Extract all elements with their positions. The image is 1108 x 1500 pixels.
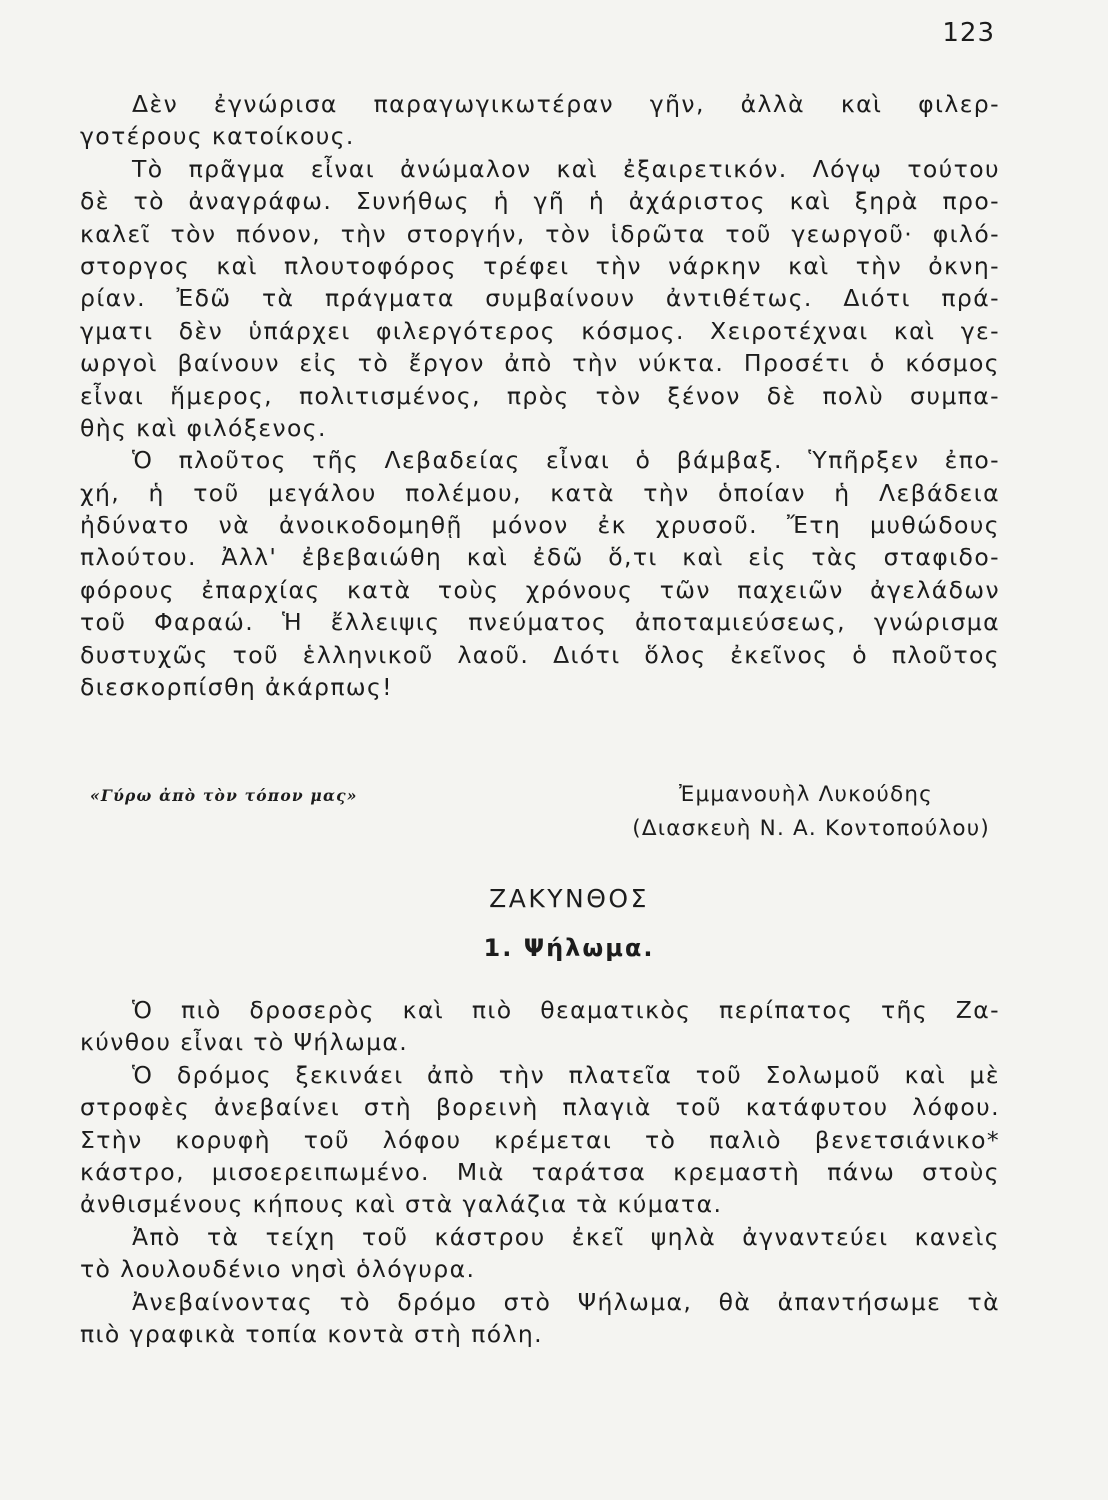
text-block-top	[80, 88, 1000, 703]
text-line: Ἀπὸ τὰ τείχη τοῦ κάστρου ἐκεῖ ψηλὰ ἀγναντεύει κανεὶς	[132, 1222, 1000, 1251]
text-line: διεσκορπίσθη ἀκάρπως!	[80, 673, 393, 702]
text-line: ωργοὶ βαίνουν εἰς τὸ ἔργον ἀπὸ τὴν νύκτα. Προσέτι ὁ κόσμος	[80, 349, 1000, 378]
paragraph	[80, 153, 1000, 445]
paragraph	[80, 994, 1000, 1059]
text-line: γοτέρους κατοίκους.	[80, 122, 355, 151]
text-line: κύνθου εἶναι τὸ Ψήλωμα.	[80, 1028, 409, 1057]
paragraph	[80, 1221, 1000, 1286]
paragraph	[80, 88, 1000, 153]
attribution	[90, 782, 990, 852]
text-line: στοργος καὶ πλουτοφόρος τρέφει τὴν νάρκην καὶ τὴν ὀκνη-	[80, 251, 1000, 280]
text-line: Ὁ πλοῦτος τῆς Λεβαδείας εἶναι ὁ βάμβαξ. Ὑπῆρξεν ἐπο-	[132, 446, 1000, 475]
text-line: φόρους ἐπαρχίας κατὰ τοὺς χρόνους τῶν παχειῶν ἀγελάδων	[80, 575, 1000, 604]
text-block-bottom	[80, 994, 1000, 1350]
text-line: εἶναι ἥμερος, πολιτισμένος, πρὸς τὸν ξένον δὲ πολὺ συμπα-	[80, 381, 1000, 410]
text-line: δὲ τὸ ἀναγράφω. Συνήθως ἡ γῆ ἡ ἀχάριστος καὶ ξηρὰ προ-	[80, 187, 1000, 216]
text-line: θὴς καὶ φιλόξενος.	[80, 413, 327, 442]
text-line: κάστρο, μισοερειπωμένο. Μιὰ ταράτσα κρεμαστὴ πάνω στοὺς	[80, 1157, 1000, 1186]
text-line: πιὸ γραφικὰ τοπία κοντὰ στὴ πόλη.	[80, 1319, 543, 1348]
text-line: στροφὲς ἀνεβαίνει στὴ βορεινὴ πλαγιὰ τοῦ κατάφυτου λόφου.	[80, 1093, 1000, 1122]
text-line: τοῦ Φαραώ. Ἡ ἔλλειψις πνεύματος ἀποταμιεύσεως, γνώρισμα	[80, 608, 1000, 637]
text-line: ἠδύνατο νὰ ἀνοικοδομηθῇ μόνον ἐκ χρυσοῦ. Ἔτη μυθώδους	[80, 511, 1000, 540]
chapter-title: 1. Ψήλωμα.	[483, 934, 655, 962]
paragraph	[80, 444, 1000, 703]
text-line: γματι δὲν ὑπάρχει φιλεργότερος κόσμος. Χειροτέχναι καὶ γε-	[80, 316, 1000, 345]
text-line: Ὁ πιὸ δροσερὸς καὶ πιὸ θεαματικὸς περίπατος τῆς Ζα-	[132, 996, 1000, 1024]
page-number: 123	[942, 18, 995, 48]
text-line: καλεῖ τὸν πόνον, τὴν στοργήν, τὸν ἱδρῶτα τοῦ γεωργοῦ· φιλό-	[80, 219, 1000, 248]
text-line: χή, ἡ τοῦ μεγάλου πολέμου, κατὰ τὴν ὁποίαν ἡ Λεβάδεια	[80, 478, 1000, 507]
text-line: ρίαν. Ἐδῶ τὰ πράγματα συμβαίνουν ἀντιθέτως. Διότι πρά-	[80, 284, 1000, 313]
text-line: τὸ λουλουδένιο νησὶ ὁλόγυρα.	[80, 1255, 476, 1284]
text-line: δυστυχῶς τοῦ ἑλληνικοῦ λαοῦ. Διότι ὅλος ἐκεῖνος ὁ πλοῦτος	[80, 640, 1000, 669]
adaptation-credit: (Διασκευὴ Ν. Α. Κοντοπούλου)	[632, 816, 990, 841]
text-line: Στὴν κορυφὴ τοῦ λόφου κρέμεται τὸ παλιὸ βενετσιάνικο*	[80, 1125, 1000, 1154]
text-line: ἀνθισμένους κήπους καὶ στὰ γαλάζια τὰ κύματα.	[80, 1190, 723, 1219]
source-title: «Γύρω ἀπὸ τὸν τόπον μας»	[90, 786, 358, 805]
author-name: Ἐμμανουὴλ Λυκούδης	[678, 782, 933, 807]
paragraph	[80, 1286, 1000, 1351]
text-line: Ὁ δρόμος ξεκινάει ἀπὸ τὴν πλατεῖα τοῦ Σολωμοῦ καὶ μὲ	[132, 1060, 1000, 1089]
paragraph	[80, 1059, 1000, 1221]
text-line: Δὲν ἐγνώρισα παραγωγικωτέραν γῆν, ἀλλὰ καὶ φιλερ-	[132, 90, 1000, 118]
section-title: ΖΑΚΥΝΘΟΣ	[489, 884, 649, 913]
text-line: Τὸ πρᾶγμα εἶναι ἀνώμαλον καὶ ἐξαιρετικόν. Λόγῳ τούτου	[132, 154, 1000, 183]
text-line: Ἀνεβαίνοντας τὸ δρόμο στὸ Ψήλωμα, θὰ ἀπαντήσωμε τὰ	[132, 1287, 1000, 1316]
text-line: πλούτου. Ἀλλ' ἐβεβαιώθη καὶ ἐδῶ ὅ,τι καὶ εἰς τὰς σταφιδο-	[80, 543, 1000, 572]
